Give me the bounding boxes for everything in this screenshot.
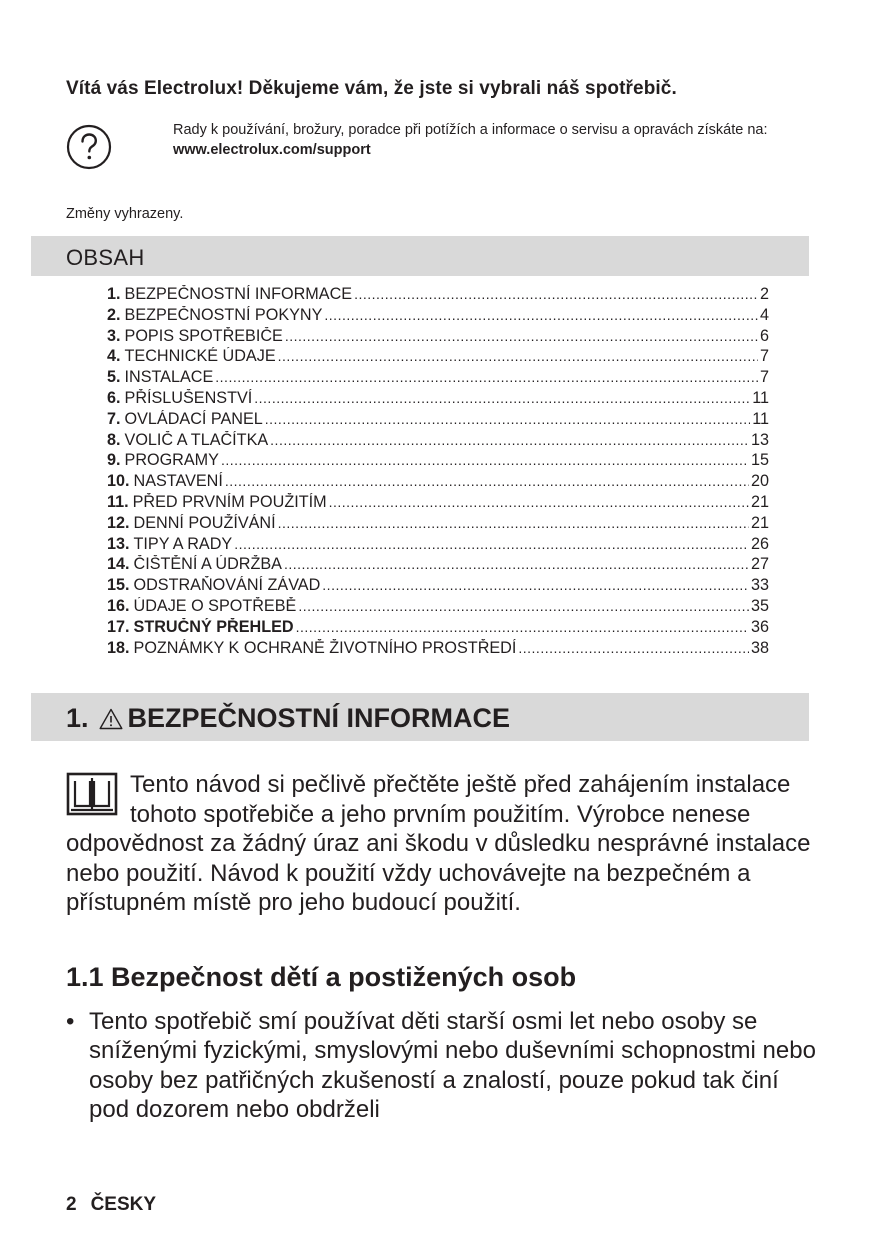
- toc-item-page: 35: [750, 596, 769, 615]
- toc-item-number: 6.: [107, 388, 121, 407]
- toc-leader-dots: [278, 348, 758, 364]
- table-of-contents: [107, 285, 769, 659]
- toc-leader-dots: [518, 640, 749, 656]
- toc-leader-dots: [254, 390, 750, 406]
- toc-item[interactable]: [107, 347, 769, 368]
- toc-item-page: 21: [750, 492, 769, 511]
- subsection-heading: 1.1 Bezpečnost dětí a postižených osob: [66, 962, 577, 992]
- section-title: [66, 703, 510, 734]
- toc-item-label: POPIS SPOTŘEBIČE: [124, 326, 283, 345]
- toc-leader-dots: [284, 556, 749, 572]
- toc-item-label: OVLÁDACÍ PANEL: [124, 409, 263, 428]
- toc-item-page: 11: [752, 409, 769, 428]
- toc-item[interactable]: [107, 493, 769, 514]
- toc-item-label: ÚDAJE O SPOTŘEBĚ: [133, 596, 297, 615]
- toc-item-number: 14.: [107, 555, 130, 574]
- toc-item-page: 15: [750, 451, 769, 470]
- support-url[interactable]: www.electrolux.com/support: [173, 141, 371, 158]
- toc-item-label: BEZPEČNOSTNÍ POKYNY: [124, 305, 323, 324]
- toc-item[interactable]: [107, 451, 769, 472]
- toc-item[interactable]: [107, 472, 769, 493]
- toc-item[interactable]: [107, 576, 769, 597]
- toc-item-number: 9.: [107, 451, 121, 470]
- toc-item-label: TECHNICKÉ ÚDAJE: [124, 347, 276, 366]
- safety-intro-text: Tento návod si pečlivě přečtěte ještě před zahájením instalace tohoto spotřebiče a jeho prvním použitím. Výrobce nenese odpovědnost za žádný úraz ani škodu v důsledku nesprávné instalace nebo použití. Návod k použití vždy uchovávejte na bezpečném a přístupném místě pro jeho budoucí použití.: [66, 771, 811, 917]
- toc-item-page: 7: [759, 347, 769, 366]
- toc-leader-dots: [354, 286, 758, 302]
- toc-item-page: 20: [750, 472, 769, 491]
- toc-item-page: 7: [759, 368, 769, 387]
- toc-item-number: 12.: [107, 513, 130, 532]
- support-info: [173, 121, 813, 160]
- toc-item-number: 1.: [107, 285, 121, 303]
- toc-item-number: 17.: [107, 617, 130, 636]
- toc-leader-dots: [298, 598, 749, 614]
- support-text: Rady k používání, brožury, poradce při potížích a informace o servisu a opravách získáte na:: [173, 122, 768, 138]
- safety-intro-paragraph: [66, 770, 816, 918]
- toc-leader-dots: [324, 307, 758, 323]
- toc-item-label: POZNÁMKY K OCHRANĚ ŽIVOTNÍHO PROSTŘEDÍ: [133, 638, 517, 657]
- toc-item-label: PŘÍSLUŠENSTVÍ: [124, 388, 253, 407]
- toc-leader-dots: [215, 369, 758, 385]
- toc-leader-dots: [265, 411, 750, 427]
- toc-item-page: 27: [750, 555, 769, 574]
- section-header-band: [31, 693, 809, 741]
- toc-item[interactable]: [107, 327, 769, 348]
- toc-item-number: 2.: [107, 305, 121, 324]
- toc-item-number: 11.: [107, 492, 129, 511]
- toc-item-number: 18.: [107, 638, 130, 657]
- section-title-text: BEZPEČNOSTNÍ INFORMACE: [127, 703, 511, 733]
- toc-item-label: ODSTRAŇOVÁNÍ ZÁVAD: [133, 576, 321, 595]
- toc-item-page: 13: [750, 430, 769, 449]
- toc-item-label: PROGRAMY: [124, 451, 219, 470]
- toc-item-page: 36: [750, 617, 769, 636]
- page-number: 2: [66, 1194, 77, 1215]
- toc-item-page: 11: [752, 388, 769, 407]
- toc-leader-dots: [234, 536, 749, 552]
- toc-item[interactable]: [107, 639, 769, 660]
- toc-leader-dots: [285, 328, 758, 344]
- toc-item-number: 16.: [107, 596, 130, 615]
- toc-leader-dots: [278, 515, 749, 531]
- toc-leader-dots: [270, 432, 749, 448]
- question-circle-icon: [66, 124, 112, 170]
- toc-item[interactable]: [107, 555, 769, 576]
- toc-item-page: 26: [750, 534, 769, 553]
- toc-item-label: PŘED PRVNÍM POUŽITÍM: [132, 492, 327, 511]
- toc-item-page: 6: [759, 326, 769, 345]
- toc-item-number: 3.: [107, 326, 121, 345]
- toc-header-band: [31, 236, 809, 276]
- toc-item-label: INSTALACE: [124, 368, 214, 387]
- toc-item-page: 4: [759, 305, 769, 324]
- toc-item-label: BEZPEČNOSTNÍ INFORMACE: [124, 285, 353, 303]
- footer-language: ČESKY: [90, 1194, 157, 1215]
- toc-title: OBSAH: [66, 245, 145, 270]
- toc-item[interactable]: [107, 535, 769, 556]
- toc-item-page: 2: [759, 285, 769, 303]
- toc-item-number: 4.: [107, 347, 121, 366]
- section-number: 1.: [66, 703, 89, 733]
- toc-item-label: VOLIČ A TLAČÍTKA: [124, 430, 269, 449]
- toc-item-number: 13.: [107, 534, 130, 553]
- bullet-text: Tento spotřebič smí používat děti starší osmi let nebo osoby se sníženými fyzickými, smyslovými nebo duševními schopnostmi nebo osoby bez patřičných zkušeností a znalostí, pouze pokud tak činí pod dozorem nebo obdrželi: [89, 1008, 816, 1124]
- toc-leader-dots: [329, 494, 749, 510]
- toc-item[interactable]: [107, 431, 769, 452]
- toc-item-number: 5.: [107, 368, 121, 387]
- toc-item[interactable]: [107, 410, 769, 431]
- toc-item-page: 33: [750, 576, 769, 595]
- bullet-mark: •: [66, 1008, 75, 1035]
- toc-item-label: TIPY A RADY: [133, 534, 233, 553]
- toc-item[interactable]: [107, 618, 769, 639]
- toc-item-number: 8.: [107, 430, 121, 449]
- welcome-heading: Vítá vás Electrolux! Děkujeme vám, že jste si vybrali náš spotřebič.: [66, 78, 677, 99]
- book-icon: [66, 772, 118, 816]
- toc-leader-dots: [221, 452, 749, 468]
- bullet-item: [66, 1007, 816, 1125]
- warning-triangle-icon: [99, 708, 123, 730]
- toc-leader-dots: [322, 577, 749, 593]
- toc-item-label: ČIŠTĚNÍ A ÚDRŽBA: [133, 555, 282, 574]
- changes-note: Změny vyhrazeny.: [66, 206, 184, 222]
- toc-item-label: DENNÍ POUŽÍVÁNÍ: [133, 513, 276, 532]
- toc-item[interactable]: [107, 368, 769, 389]
- toc-item-label: STRUČNÝ PŘEHLED: [133, 617, 294, 636]
- toc-leader-dots: [296, 619, 749, 635]
- toc-item[interactable]: [107, 285, 769, 306]
- page-footer: [66, 1194, 156, 1216]
- toc-item[interactable]: [107, 514, 769, 535]
- toc-item-number: 15.: [107, 576, 130, 595]
- toc-item[interactable]: [107, 597, 769, 618]
- toc-leader-dots: [225, 473, 749, 489]
- toc-item-page: 38: [750, 638, 769, 657]
- toc-item[interactable]: [107, 306, 769, 327]
- toc-item[interactable]: [107, 389, 769, 410]
- toc-item-page: 21: [750, 513, 769, 532]
- toc-item-number: 7.: [107, 409, 121, 428]
- toc-item-label: NASTAVENÍ: [133, 472, 223, 491]
- toc-item-number: 10.: [107, 472, 130, 491]
